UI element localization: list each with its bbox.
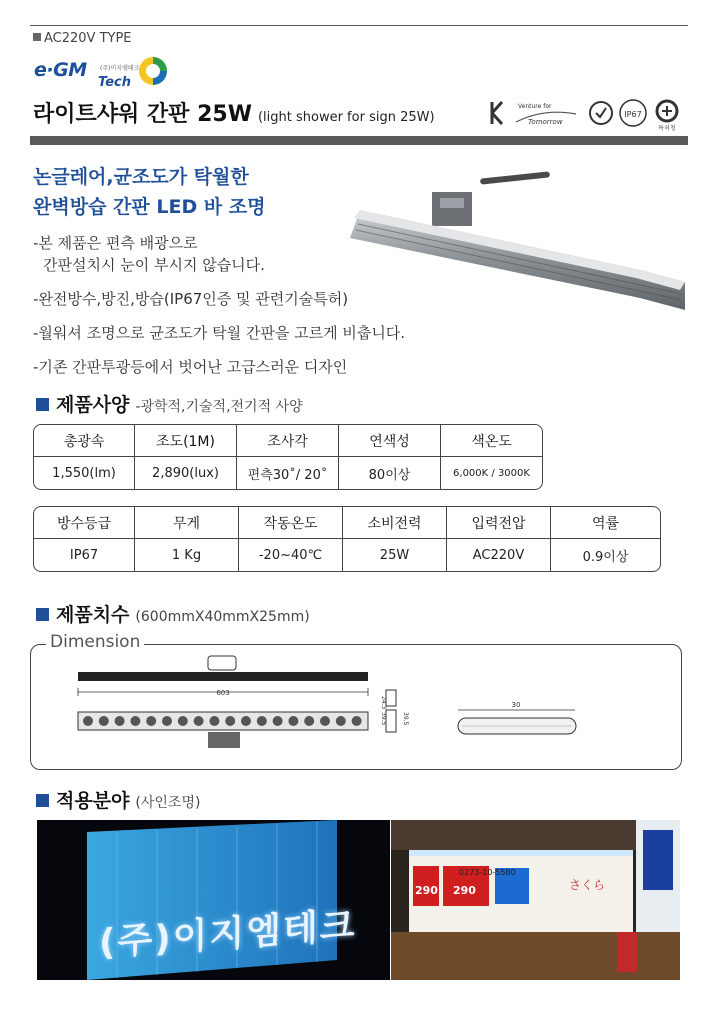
patent-mark-icon	[652, 98, 682, 132]
table-header: 소비전력	[343, 506, 447, 539]
led-dot	[273, 716, 283, 726]
application-photo-right	[391, 820, 680, 980]
table-header: 총광속	[33, 424, 135, 457]
dim-height-a-text: 24.3	[380, 696, 387, 710]
led-dot	[320, 716, 330, 726]
spec-section-title: 제품사양 -광학적,기술적,전기적 사양	[36, 390, 303, 417]
table-header: 입력전압	[447, 506, 551, 539]
table-cell: 2,890(lux)	[135, 457, 237, 490]
table-cell: 0.9이상	[551, 539, 661, 572]
led-dot	[83, 716, 93, 726]
led-dot	[115, 716, 125, 726]
led-dot	[162, 716, 172, 726]
ip67-mark-icon	[618, 98, 648, 128]
led-dot	[225, 716, 235, 726]
application-photo-left	[37, 820, 390, 980]
led-dot	[288, 716, 298, 726]
table-header: 작동온도	[239, 506, 343, 539]
brand-logo	[34, 55, 184, 93]
led-dot	[178, 716, 188, 726]
svg-text:IP67: IP67	[624, 110, 642, 119]
brand-name: e·GM	[34, 59, 87, 81]
spec-table-optical	[33, 424, 543, 490]
brand-small: (주)이지엠테크	[100, 65, 140, 72]
led-dot	[209, 716, 219, 726]
led-dot	[304, 716, 314, 726]
dimension-drawing	[30, 644, 682, 770]
table-cell: 80이상	[339, 457, 441, 490]
led-dot	[146, 716, 156, 726]
brand-swirl-icon	[137, 55, 169, 87]
dimension-section-title: 제품치수 (600mmX40mmX25mm)	[36, 600, 310, 627]
feature-item: -기존 간판투광등에서 벗어난 고급스러운 디자인	[33, 358, 348, 376]
headline-line-1: 논글레어,균조도가 탁월한	[33, 166, 249, 188]
led-dot	[352, 716, 362, 726]
table-cell: 1,550(lm)	[33, 457, 135, 490]
title-underline	[30, 136, 688, 145]
sign-right-price-1: 290	[415, 884, 438, 897]
led-dot	[130, 716, 140, 726]
feature-item: -본 제품은 편측 배광으로	[33, 234, 198, 252]
led-dot	[99, 716, 109, 726]
headline	[33, 162, 266, 222]
spec-table-electrical	[33, 506, 661, 572]
certification-marks	[488, 98, 688, 132]
svg-text:Tomorrow: Tomorrow	[528, 118, 563, 126]
top-rule	[30, 25, 688, 26]
table-cell: 25W	[343, 539, 447, 572]
table-header: 색온도	[441, 424, 543, 457]
venture-mark-icon	[514, 98, 580, 128]
sign-photo-right-bg	[391, 820, 680, 980]
table-cell: 6,000K / 3000K	[441, 457, 543, 490]
page-title: 라이트샤워 간판 25W (light shower for sign 25W)	[33, 102, 435, 127]
feature-item: -완전방수,방진,방습(IP67인증 및 관련기술특허)	[33, 290, 349, 308]
table-header: 연색성	[339, 424, 441, 457]
table-cell: AC220V	[447, 539, 551, 572]
sign-right-price-2: 290	[453, 884, 476, 897]
table-cell: IP67	[33, 539, 135, 572]
sign-left-text: (주)이지엠테크	[99, 904, 357, 965]
efficiency-mark-icon	[588, 98, 614, 128]
dimension-label: Dimension	[46, 632, 144, 652]
dim-height-c-text: 39.5	[402, 712, 409, 726]
svg-text:특허청: 특허청	[658, 125, 676, 132]
headline-line-2: 완벽방습 간판 LED 바 조명	[33, 196, 266, 218]
table-header: 역률	[551, 506, 661, 539]
kc-mark-icon	[488, 98, 508, 128]
table-header: 방수등급	[33, 506, 135, 539]
feature-item: -월워셔 조명으로 균조도가 탁월 간판을 고르게 비춥니다.	[33, 324, 406, 342]
dim-side-width-text: 30	[511, 701, 521, 709]
svg-text:Venture for: Venture for	[518, 103, 552, 110]
table-cell: 편측30˚/ 20˚	[237, 457, 339, 490]
brand-sub: Tech	[98, 75, 131, 90]
table-header: 무게	[135, 506, 239, 539]
dim-length-text: 603	[216, 689, 230, 697]
feature-item: 간판설치시 눈이 부시지 않습니다.	[43, 256, 265, 274]
sign-right-name: さくら	[569, 878, 606, 892]
led-dot	[257, 716, 267, 726]
table-header: 조사각	[237, 424, 339, 457]
led-dot	[241, 716, 251, 726]
table-cell: -20~40℃	[239, 539, 343, 572]
led-dot	[336, 716, 346, 726]
led-dot	[194, 716, 204, 726]
sign-right-phone: 0273-10-5580	[459, 868, 516, 877]
table-header: 조도(1M)	[135, 424, 237, 457]
product-image	[340, 170, 690, 330]
type-label: AC220V TYPE	[33, 31, 132, 46]
table-cell: 1 Kg	[135, 539, 239, 572]
dim-height-b-text: 39.5	[380, 712, 387, 726]
application-section-title: 적용분야 (사인조명)	[36, 786, 200, 813]
